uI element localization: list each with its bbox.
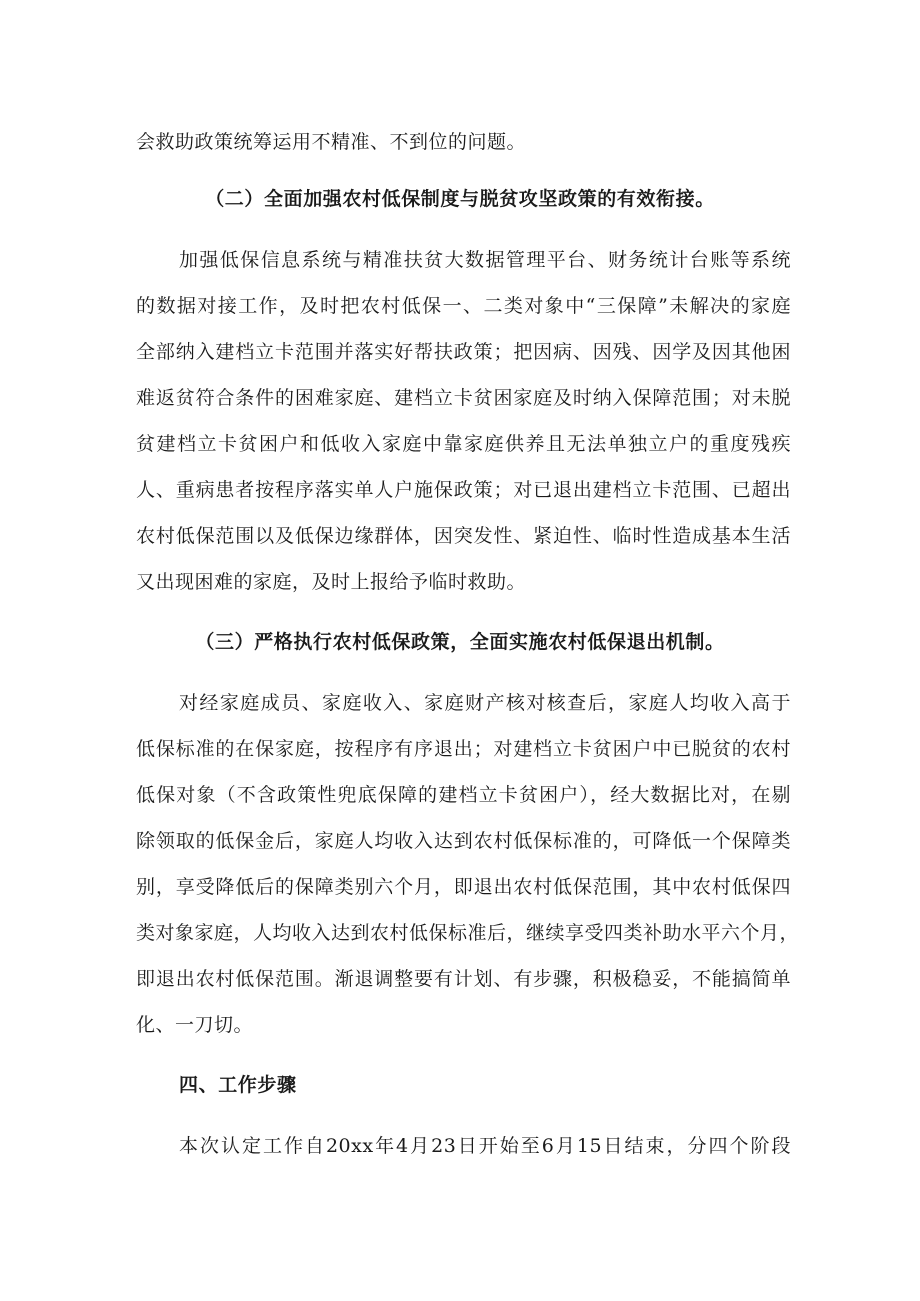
paragraph-line: 化、一刀切。: [136, 1014, 254, 1036]
heading-section-3: （三）严格执行农村低保政策，全面实施农村低保退出机制。: [195, 631, 725, 653]
paragraph-line: 农村低保范围以及低保边缘群体，因突发性、紧迫性、临时性造成基本生活: [136, 525, 791, 547]
paragraph-line: 加强低保信息系统与精准扶贫大数据管理平台、财务统计台账等系统: [179, 249, 791, 271]
paragraph-line: 难返贫符合条件的困难家庭、建档立卡贫困家庭及时纳入保障范围；对未脱: [136, 387, 791, 409]
intro-tail-line: 会救助政策统筹运用不精准、不到位的问题。: [136, 131, 527, 153]
paragraph-line: 低保对象（不含政策性兜底保障的建档立卡贫困户），经大数据比对，在剔: [136, 784, 791, 806]
paragraph-line: 又出现困难的家庭，及时上报给予临时救助。: [136, 571, 527, 593]
paragraph-line: 除领取的低保金后，家庭人均收入达到农村低保标准的，可降低一个保障类: [136, 830, 791, 852]
paragraph-line: 人、重病患者按程序落实单人户施保政策；对已退出建档立卡范围、已超出: [136, 479, 791, 501]
paragraph-4-line: 本次认定工作自20xx年4月23日开始至6月15日结束，分四个阶段: [179, 1135, 791, 1157]
paragraph-line: 即退出农村低保范围。渐退调整要有计划、有步骤，积极稳妥，不能搞简单: [136, 968, 791, 990]
paragraph-line: 对经家庭成员、家庭收入、家庭财产核对核查后，家庭人均收入高于: [179, 692, 791, 714]
paragraph-line: 的数据对接工作，及时把农村低保一、二类对象中“三保障”未解决的家庭: [136, 295, 791, 317]
paragraph-line: 全部纳入建档立卡范围并落实好帮扶政策；把因病、因残、因学及因其他困: [136, 341, 791, 363]
paragraph-line: 贫建档立卡贫困户和低收入家庭中靠家庭供养且无法单独立户的重度残疾: [136, 433, 791, 455]
paragraph-line: 低保标准的在保家庭，按程序有序退出；对建档立卡贫困户中已脱贫的农村: [136, 738, 791, 760]
paragraph-line: 别，享受降低后的保障类别六个月，即退出农村低保范围，其中农村低保四: [136, 876, 791, 898]
paragraph-line: 类对象家庭，人均收入达到农村低保标准后，继续享受四类补助水平六个月，: [136, 922, 800, 944]
heading-section-4: 四、工作步骤: [179, 1074, 297, 1096]
heading-section-2: （二）全面加强农村低保制度与脱贫攻坚政策的有效衔接。: [205, 188, 715, 210]
